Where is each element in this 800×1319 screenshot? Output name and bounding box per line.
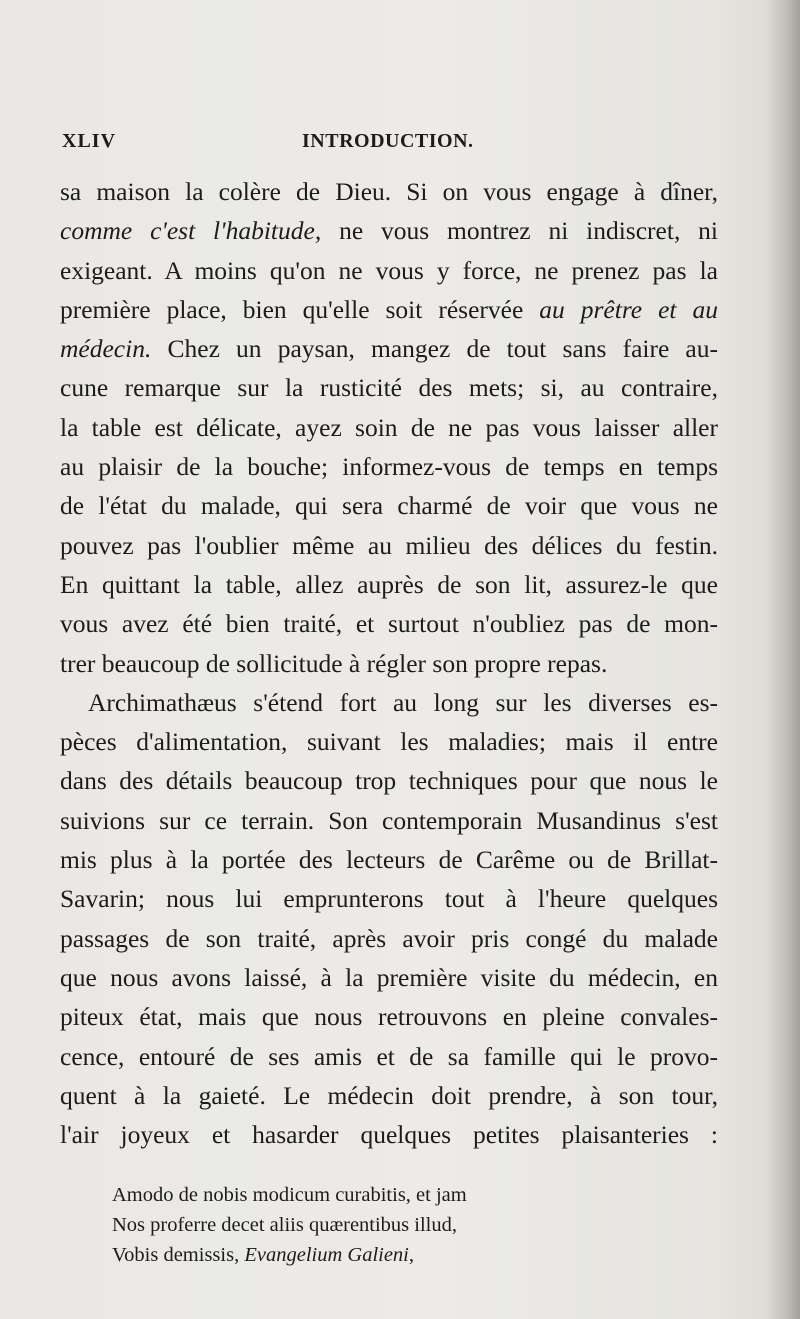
text-line: pouvez pas l'oublier même au milieu des délices du festin. — [60, 530, 718, 560]
text-line: suivions sur ce terrain. Son contemporain Musandinus s'est — [60, 805, 718, 835]
text-line: trer beaucoup de sollicitude à régler son propre repas. — [60, 648, 608, 678]
text-line: de l'état du malade, qui sera charmé de voir que vous ne — [60, 491, 718, 521]
text-line: Archimathæus s'étend fort au long sur les diverses es- — [88, 687, 718, 717]
verse-line: Nos proferre decet aliis quærentibus illud, — [112, 1214, 457, 1236]
text-line: médecin. Chez un paysan, mangez de tout sans faire au- — [60, 334, 718, 364]
text-line: mis plus à la portée des lecteurs de Carême ou de Brillat- — [60, 845, 718, 875]
italic-phrase: Evangelium Galieni — [244, 1244, 409, 1266]
text-line: au plaisir de la bouche; informez-vous de temps en temps — [60, 452, 718, 482]
text-line: cune remarque sur la rusticité des mets; si, au contraire, — [60, 373, 718, 403]
text-line: Savarin; nous lui emprunterons tout à l'heure quelques — [60, 884, 718, 914]
page-gutter-shadow — [766, 0, 800, 1319]
italic-phrase: médecin. — [60, 334, 152, 364]
text-line: En quittant la table, allez auprès de son lit, assurez-le que — [60, 569, 718, 599]
italic-phrase: comme c'est l'habitude, — [60, 216, 322, 246]
text-line: cence, entouré de ses amis et de sa famille qui le provo- — [60, 1041, 718, 1071]
text-line: pèces d'alimentation, suivant les maladies; mais il entre — [60, 727, 718, 757]
verse-line: Amodo de nobis modicum curabitis, et jam — [112, 1184, 467, 1206]
text-line: l'air joyeux et hasarder quelques petites plaisanteries : — [60, 1120, 718, 1150]
text-line: la table est délicate, ayez soin de ne pas vous laisser aller — [60, 412, 718, 442]
text-line: que nous avons laissé, à la première visite du médecin, en — [60, 962, 718, 992]
text-line: vous avez été bien traité, et surtout n'oubliez pas de mon- — [60, 609, 718, 639]
verse-line: Vobis demissis, Evangelium Galieni, — [112, 1244, 414, 1266]
text-line: exigeant. A moins qu'on ne vous y force, ne prenez pas la — [60, 255, 718, 285]
italic-phrase: au prêtre et au — [539, 294, 718, 324]
text-line: passages de son traité, après avoir pris congé du malade — [60, 923, 718, 953]
running-head: INTRODUCTION. — [302, 130, 474, 152]
text-line: piteux état, mais que nous retrouvons en pleine convales- — [60, 1002, 718, 1032]
page-number: XLIV — [62, 130, 117, 152]
text-line: dans des détails beaucoup trop techniques pour que nous le — [60, 766, 718, 796]
text-line: sa maison la colère de Dieu. Si on vous engage à dîner, — [60, 177, 718, 206]
text-line: comme c'est l'habitude, ne vous montrez ni indiscret, ni — [60, 216, 719, 246]
text-line: première place, bien qu'elle soit réservée au prêtre et au — [60, 294, 718, 324]
latin-verse-quote — [112, 1180, 672, 1270]
body-text — [60, 172, 718, 1154]
text-line: quent à la gaieté. Le médecin doit prendre, à son tour, — [60, 1080, 718, 1110]
page-header — [62, 130, 722, 162]
